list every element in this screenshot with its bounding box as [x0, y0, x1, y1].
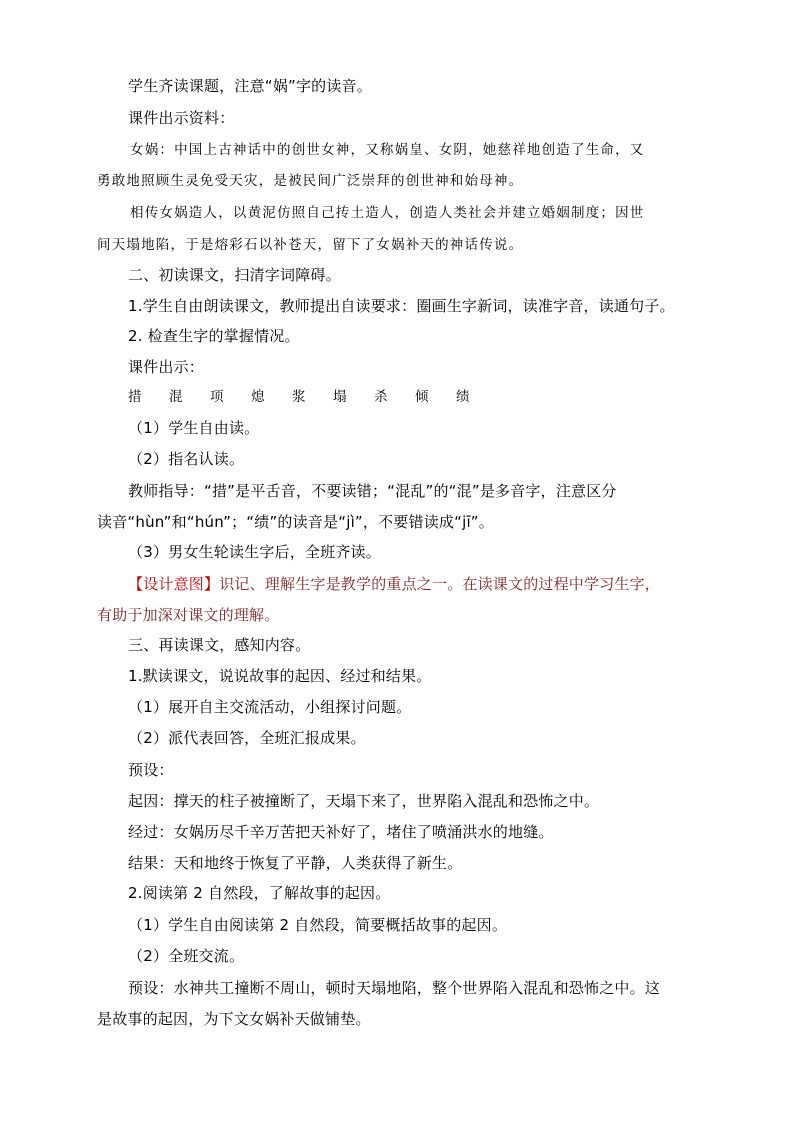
new-character: 浆 — [292, 389, 306, 405]
teacher-guidance-line-1: 教师指导：“措”是平舌音，不要读错；“混乱”的“混”是多音字，注意区分 — [128, 482, 617, 500]
step-summarize-cause: （1）学生自由阅读第 2 自然段，简要概括故事的起因。 — [128, 916, 508, 934]
new-character: 项 — [210, 389, 224, 405]
paragraph-read-paragraph-two: 2.阅读第 2 自然段，了解故事的起因。 — [128, 884, 391, 902]
nuwa-legend-line-2: 间天塌地陷，于是熔彩石以补苍天，留下了女娲补天的神话传说。 — [97, 237, 524, 253]
step-free-reading: （1）学生自由读。 — [128, 419, 260, 437]
preset-answer-line-2: 是故事的起因，为下文女娲补天做铺垫。 — [97, 1010, 371, 1028]
new-character-list — [128, 387, 488, 407]
paragraph-free-reading: 1.学生自由朗读课文，教师提出自读要求：圈画生字新词，读准字音，读通句子。 — [128, 297, 675, 315]
nuwa-legend-line-1: 相传女娲造人，以黄泥仿照自己抟土造人，创造人类社会并建立婚姻制度；因世 — [130, 205, 645, 221]
design-intent-text: 识记、理解生字是教学的重点之一。在读课文的过程中学习生字， — [219, 575, 661, 593]
new-character: 绩 — [456, 389, 470, 405]
new-character: 杀 — [374, 389, 388, 405]
preset-answer-line-1: 预设：水神共工撞断不周山，顿时天塌地陷，整个世界陷入混乱和恐怖之中。这 — [128, 979, 661, 997]
nuwa-intro-line-1: 女娲：中国上古神话中的创世女神，又称娲皇、女阴，她慈祥地创造了生命，又 — [130, 142, 645, 158]
new-character: 熄 — [251, 389, 265, 405]
design-intent-tag: 【设计意图】 — [128, 575, 220, 593]
preset-process: 经过：女娲历尽千辛万苦把天补好了，堵住了喷涌洪水的地缝。 — [128, 823, 554, 841]
preset-label: 预设： — [128, 761, 174, 779]
section-heading-second-reading: 三、再读课文，感知内容。 — [128, 636, 311, 654]
paragraph-read-title: 学生齐读课题，注意“娲”字的读音。 — [128, 77, 372, 95]
step-group-discussion: （1）展开自主交流活动，小组探讨问题。 — [128, 698, 412, 716]
teacher-guidance-line-2: 读音“hùn”和“hún”；“绩”的读音是“jì”，不要错读成“jī”。 — [97, 513, 494, 531]
new-character: 混 — [169, 389, 183, 405]
paragraph-check-characters: 2. 检查生字的掌握情况。 — [128, 327, 300, 345]
design-intent-line-2: 有助于加深对课文的理解。 — [97, 606, 280, 624]
nuwa-intro-line-2: 勇敢地照顾生灵免受天灾，是被民间广泛崇拜的创世神和始母神。 — [97, 173, 524, 189]
preset-cause: 起因：撑天的柱子被撞断了，天塌下来了，世界陷入混乱和恐怖之中。 — [128, 792, 600, 810]
step-group-reading: （3）男女生轮读生字后，全班齐读。 — [128, 543, 381, 561]
step-named-reading: （2）指名认读。 — [128, 450, 245, 468]
paragraph-courseware-show: 课件出示： — [128, 358, 205, 376]
step-class-exchange: （2）全班交流。 — [128, 947, 245, 965]
new-character: 倾 — [415, 389, 429, 405]
paragraph-silent-reading: 1.默读课文，说说故事的起因、经过和结果。 — [128, 667, 432, 685]
design-intent-line-1 — [128, 574, 728, 594]
new-character: 塌 — [333, 389, 347, 405]
paragraph-courseware-material: 课件出示资料： — [128, 109, 235, 127]
step-report-results: （2）派代表回答，全班汇报成果。 — [128, 729, 366, 747]
preset-result: 结果：天和地终于恢复了平静，人类获得了新生。 — [128, 854, 463, 872]
section-heading-first-reading: 二、初读课文，扫清字词障碍。 — [128, 266, 341, 284]
new-character: 措 — [128, 389, 142, 405]
